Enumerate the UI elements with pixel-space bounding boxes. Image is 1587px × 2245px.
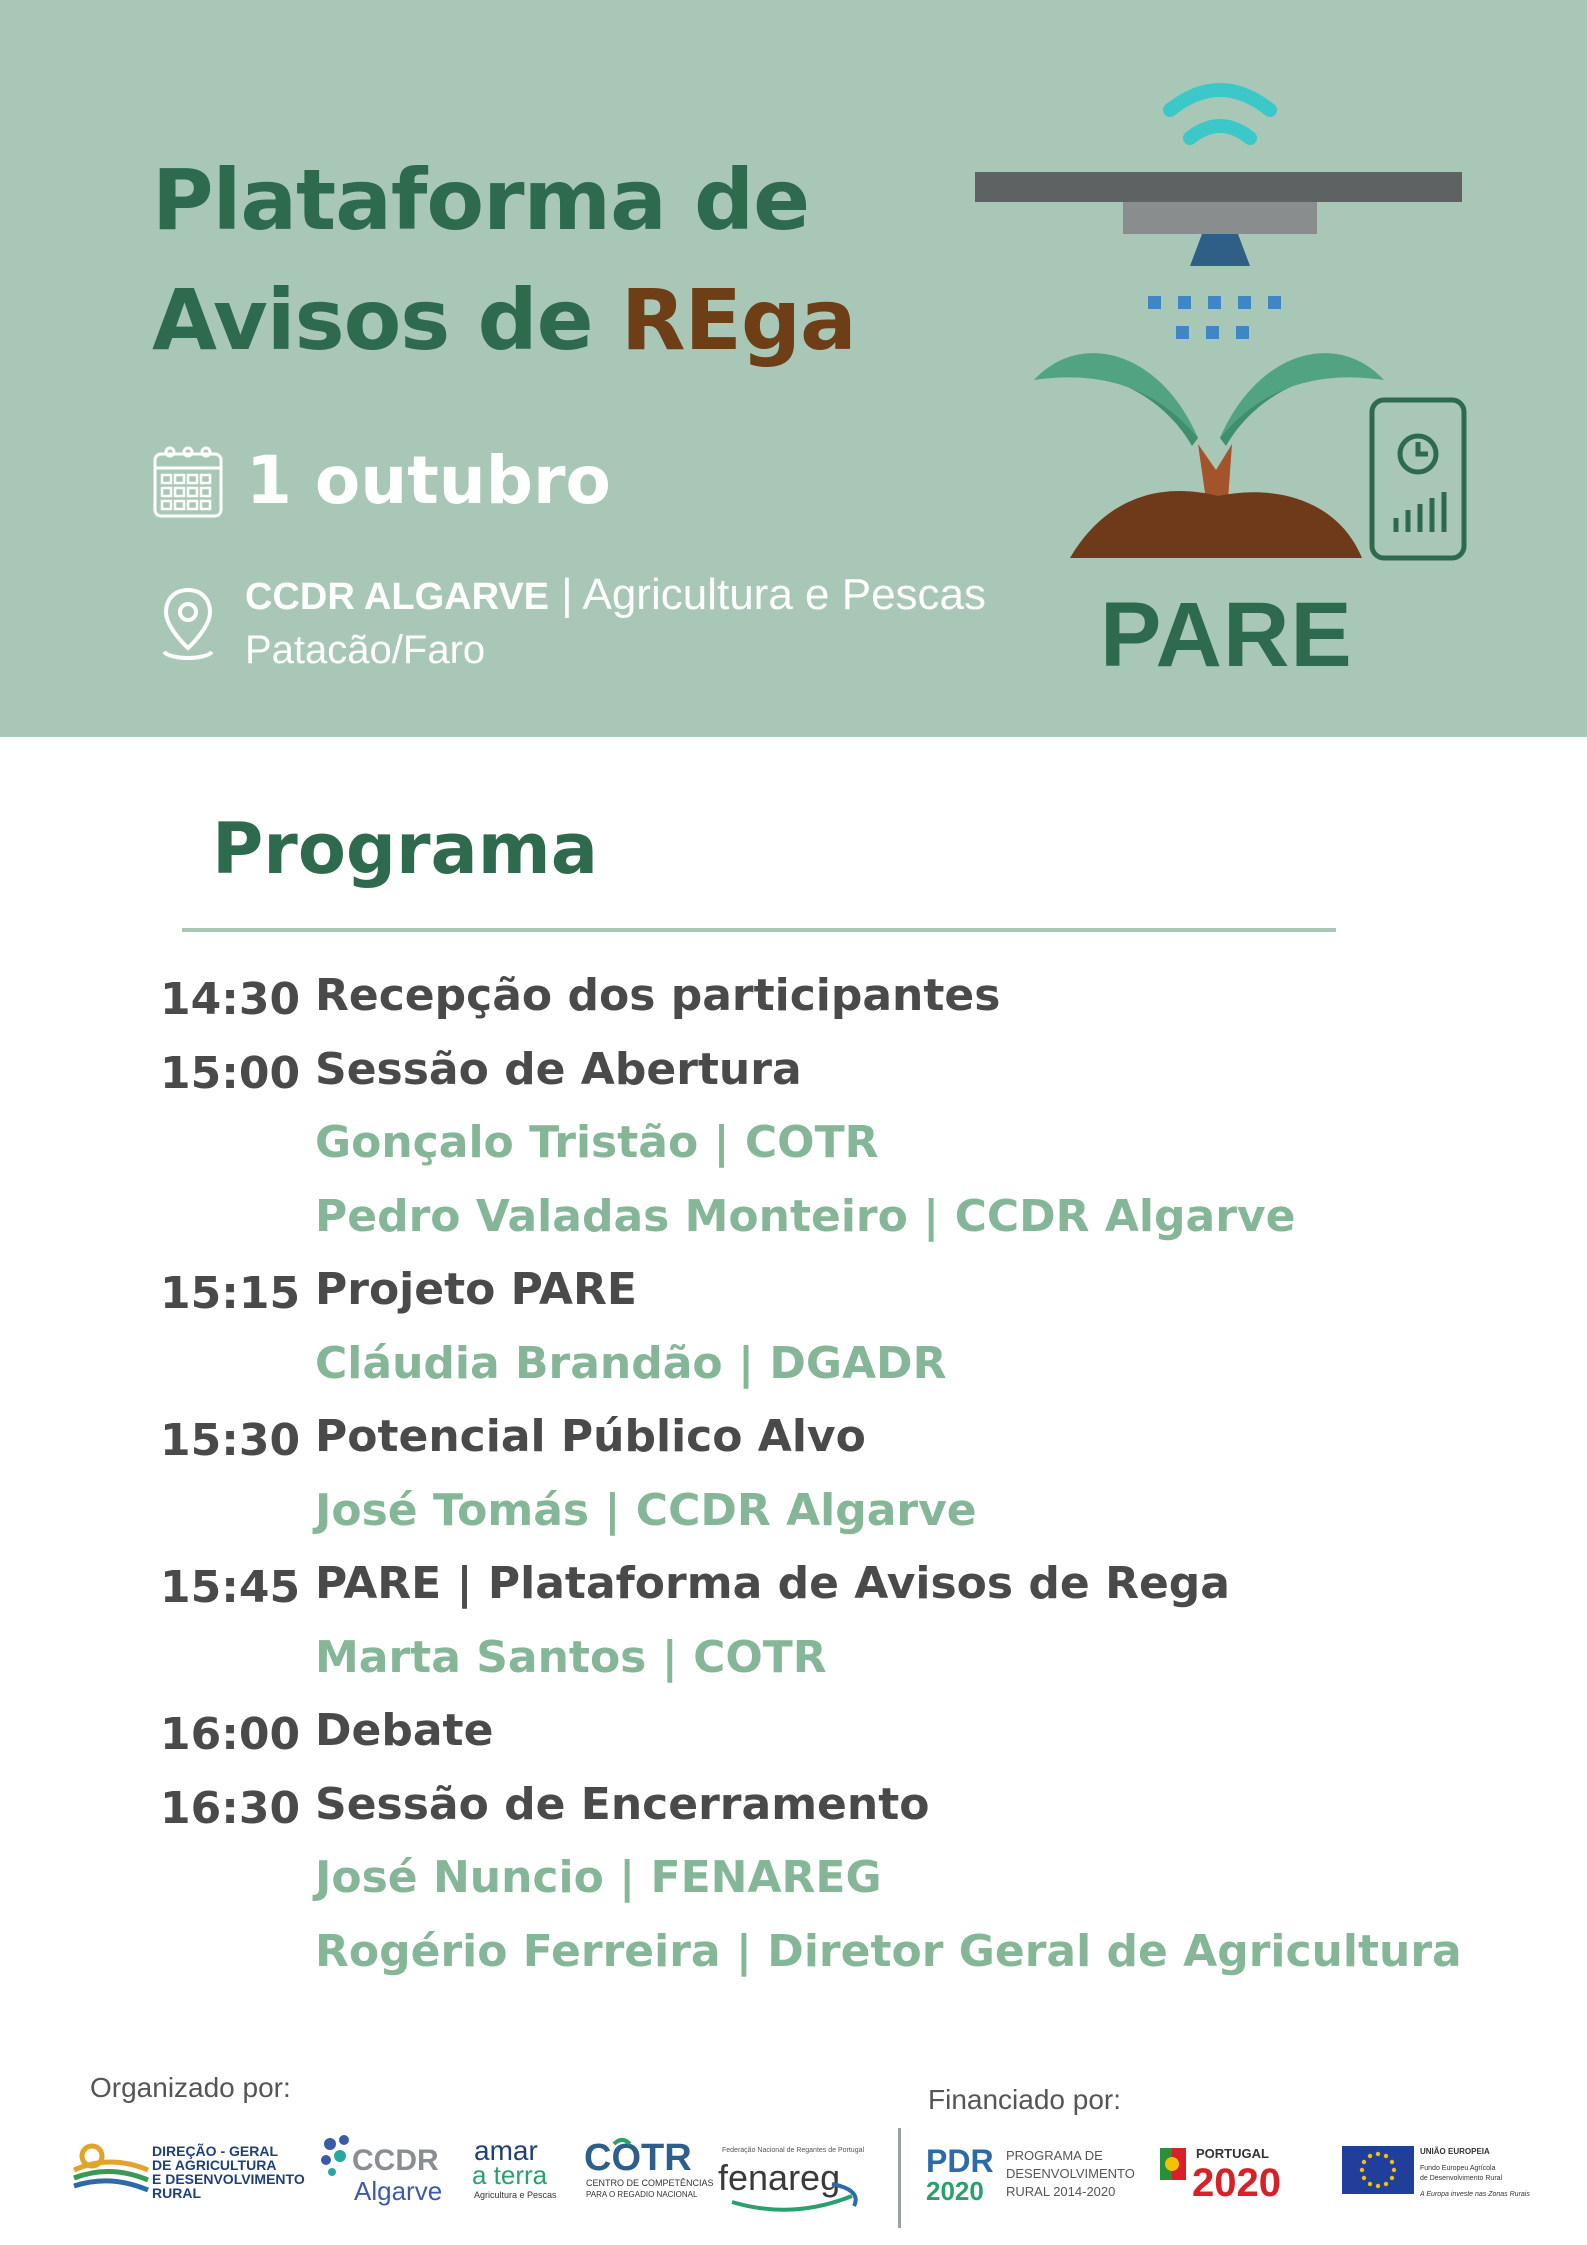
schedule-time: 15:45 (160, 1562, 301, 1613)
venue (245, 566, 986, 626)
irrigation-sprinkler-illustration (970, 60, 1480, 580)
eu-fund-1: Fundo Europeu Agrícola (1420, 2165, 1496, 2172)
schedule-speaker: Rogério Ferreira | Diretor Geral de Agricultura (315, 1925, 1462, 1977)
date-text: 1 outubro (246, 442, 611, 519)
right-leaf-light (1220, 353, 1384, 438)
pdr2020-logo (922, 2140, 1142, 2210)
schedule-speaker: José Tomás | CCDR Algarve (315, 1484, 977, 1536)
schedule-row (160, 1771, 1400, 1845)
fenareg-sub: Federação Nacional de Regantes de Portugal (722, 2147, 865, 2154)
title-line-2b: REga (620, 271, 856, 369)
portugal-text: PORTUGAL (1196, 2146, 1269, 2161)
schedule-time: 14:30 (160, 974, 301, 1025)
schedule-row (160, 1330, 1400, 1404)
portugal-year: 2020 (1192, 2161, 1281, 2205)
dgadr-line-3: E DESENVOLVIMENTO (152, 2171, 305, 2187)
venue-place: Patacão/Faro (245, 628, 486, 672)
schedule-row (160, 1477, 1400, 1551)
cotr-logo (580, 2134, 714, 2204)
schedule-row (160, 1844, 1400, 1918)
financed-by-label: Financiado por: (928, 2084, 1122, 2115)
schedule-row (160, 1624, 1400, 1698)
schedule-activity: Sessão de Encerramento (315, 1778, 930, 1830)
amar-subtitle: Agricultura e Pescas (474, 2190, 557, 2200)
schedule-row (160, 1697, 1400, 1771)
aterra-text: a terra (472, 2160, 548, 2190)
plant-stem (1198, 444, 1232, 500)
eu-title: UNIÃO EUROPEIA (1420, 2147, 1490, 2156)
left-leaf-light (1034, 353, 1198, 438)
dgadr-line-2: DE AGRICULTURA (152, 2157, 277, 2173)
eu-slogan: A Europa investe nas Zonas Rurais (1420, 2191, 1530, 2198)
schedule-row (160, 1550, 1400, 1624)
program-title: Programa (212, 808, 598, 890)
sprinkler-head (1123, 202, 1317, 234)
pdr-sub-2: DESENVOLVIMENTO (1006, 2166, 1135, 2181)
portugal2020-logo (1156, 2140, 1316, 2210)
program-schedule (160, 962, 1462, 1991)
schedule-row (160, 1918, 1462, 1992)
schedule-speaker: Marta Santos | COTR (315, 1631, 827, 1683)
schedule-row (160, 1256, 1400, 1330)
dgadr-line-4: RURAL (152, 2185, 201, 2201)
schedule-speaker: José Nuncio | FENAREG (315, 1852, 882, 1903)
schedule-activity: Potencial Público Alvo (315, 1411, 866, 1462)
schedule-row (160, 1109, 1400, 1183)
pdr-sub-1: PROGRAMA DE (1006, 2148, 1103, 2163)
eu-fund-2: de Desenvolvimento Rural (1420, 2175, 1503, 2182)
schedule-time: 15:15 (160, 1268, 301, 1319)
pdr-text: PDR (926, 2143, 994, 2179)
amar-text: amar (474, 2135, 538, 2166)
venue-separator: | (549, 570, 583, 619)
eu-feader-logo (1340, 2140, 1540, 2206)
organized-by-label: Organizado por: (90, 2072, 291, 2103)
schedule-speaker: Cláudia Brandão | DGADR (315, 1337, 947, 1389)
fenareg-logo (712, 2140, 872, 2220)
venue-department: Agricultura e Pescas (582, 570, 987, 619)
schedule-activity: Recepção dos participantes (315, 970, 1001, 1021)
algarve-text: Algarve (354, 2176, 443, 2206)
header-banner (0, 0, 1587, 737)
schedule-time: 16:30 (160, 1782, 301, 1834)
event-title (152, 140, 856, 380)
cotr-text: COTR (584, 2137, 692, 2179)
nozzle (1190, 234, 1250, 266)
schedule-speaker: Gonçalo Tristão | COTR (315, 1117, 879, 1168)
schedule-activity: Debate (315, 1705, 494, 1756)
schedule-activity: Sessão de Abertura (315, 1043, 802, 1095)
fenareg-text: fenareg (718, 2157, 841, 2198)
water-drops (1148, 296, 1281, 339)
dgadr-logo (70, 2134, 310, 2204)
pdr-year: 2020 (926, 2176, 984, 2206)
logos-divider (898, 2128, 901, 2228)
venue-name: CCDR ALGARVE (245, 576, 550, 618)
wifi-signal-icon (1170, 90, 1270, 138)
program-divider (182, 928, 1336, 932)
ccdr-text: CCDR (352, 2144, 439, 2177)
pdr-sub-3: RURAL 2014-2020 (1006, 2184, 1116, 2199)
schedule-row (160, 1403, 1400, 1477)
cotr-sub-2: PARA O REGADIO NACIONAL (586, 2190, 698, 2199)
phone-icon (1372, 400, 1464, 558)
schedule-time: 16:00 (160, 1709, 301, 1760)
calendar-icon (152, 444, 224, 520)
schedule-row (160, 1036, 1400, 1110)
title-line-1: Plataforma de (152, 151, 810, 249)
schedule-time: 15:00 (160, 1047, 301, 1099)
schedule-row (160, 1183, 1400, 1257)
amar-a-terra-logo (466, 2134, 566, 2204)
dgadr-line-1: DIREÇÃO - GERAL (152, 2143, 278, 2159)
pare-logo-text: PARE (1100, 584, 1353, 686)
soil-mound (1070, 491, 1362, 558)
cotr-sub-1: CENTRO DE COMPETÊNCIAS (586, 2178, 714, 2188)
schedule-activity: PARE | Plataforma de Avisos de Rega (315, 1558, 1230, 1609)
location-pin-icon (158, 586, 218, 664)
schedule-speaker: Pedro Valadas Monteiro | CCDR Algarve (315, 1190, 1296, 1242)
ccdr-algarve-logo (318, 2130, 452, 2210)
schedule-row (160, 962, 1400, 1036)
schedule-activity: Projeto PARE (315, 1264, 637, 1315)
sprinkler-bar (975, 172, 1462, 202)
title-line-2a: Avisos de (152, 271, 621, 369)
schedule-time: 15:30 (160, 1415, 301, 1466)
